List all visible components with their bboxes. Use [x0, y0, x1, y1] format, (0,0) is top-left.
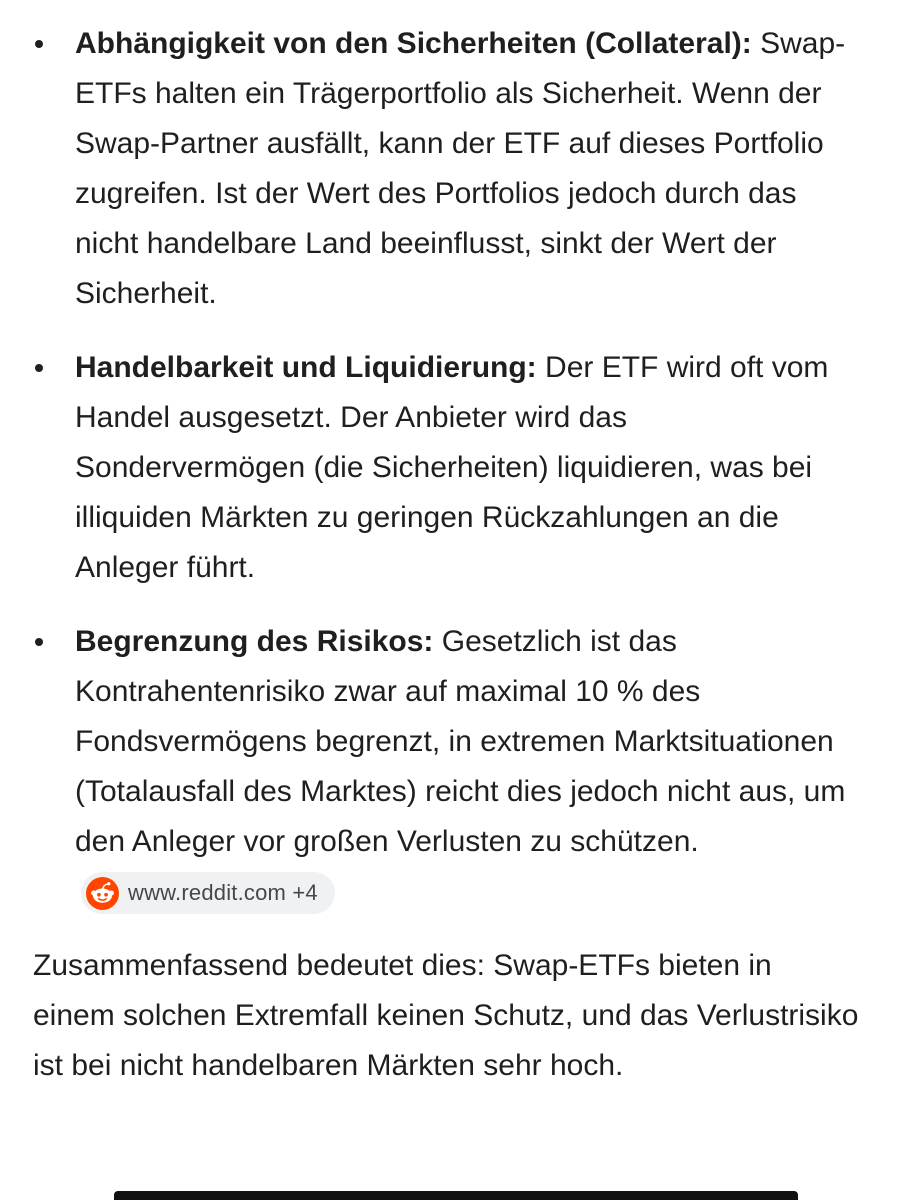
closing-paragraph: Zusammenfassend bedeutet dies: Swap-ETFs bieten in einem solchen Extremfall keinen Schutz, und das Verlustrisiko ist bei nicht handelbaren Märkten sehr hoch. [33, 949, 859, 1082]
bullet-title-collateral: Abhängigkeit von den Sicherheiten (Collateral): [75, 27, 752, 60]
citation-label: www.reddit.com +4 [128, 880, 318, 906]
bullet-title-risk-limit: Begrenzung des Risikos: [75, 625, 434, 658]
list-item [0, 617, 910, 917]
source-citation-chip[interactable] [81, 872, 335, 914]
bullet-title-liquidation: Handelbarkeit und Liquidierung: [75, 351, 537, 384]
risk-bullet-list [0, 19, 910, 917]
bullet-body-risk-limit: Gesetzlich ist das Kontrahentenrisiko zwar auf maximal 10 % des Fondsvermögens begrenzt, in extremen Marktsituationen (Totalausfall des Marktes) reicht dies jedoch nicht aus, um den Anleger vor großen Verlusten zu schützen. [75, 625, 846, 858]
bullet-body-liquidation: Der ETF wird oft vom Handel ausgesetzt. Der Anbieter wird das Sondervermögen (die Sicherheiten) liquidieren, was bei illiquiden Märkten zu geringen Rückzahlungen an die Anleger führt. [75, 351, 829, 584]
reddit-icon [86, 877, 119, 910]
bullet-body-collateral: Swap-ETFs halten ein Trägerportfolio als Sicherheit. Wenn der Swap-Partner ausfällt, kann der ETF auf dieses Portfolio zugreifen. Ist der Wert des Portfolios jedoch durch das nicht handelbare Land beeinflusst, sinkt der Wert der Sicherheit. [75, 27, 846, 310]
list-item [0, 19, 910, 319]
bottom-edge-bar [114, 1191, 798, 1200]
list-item [0, 343, 910, 593]
